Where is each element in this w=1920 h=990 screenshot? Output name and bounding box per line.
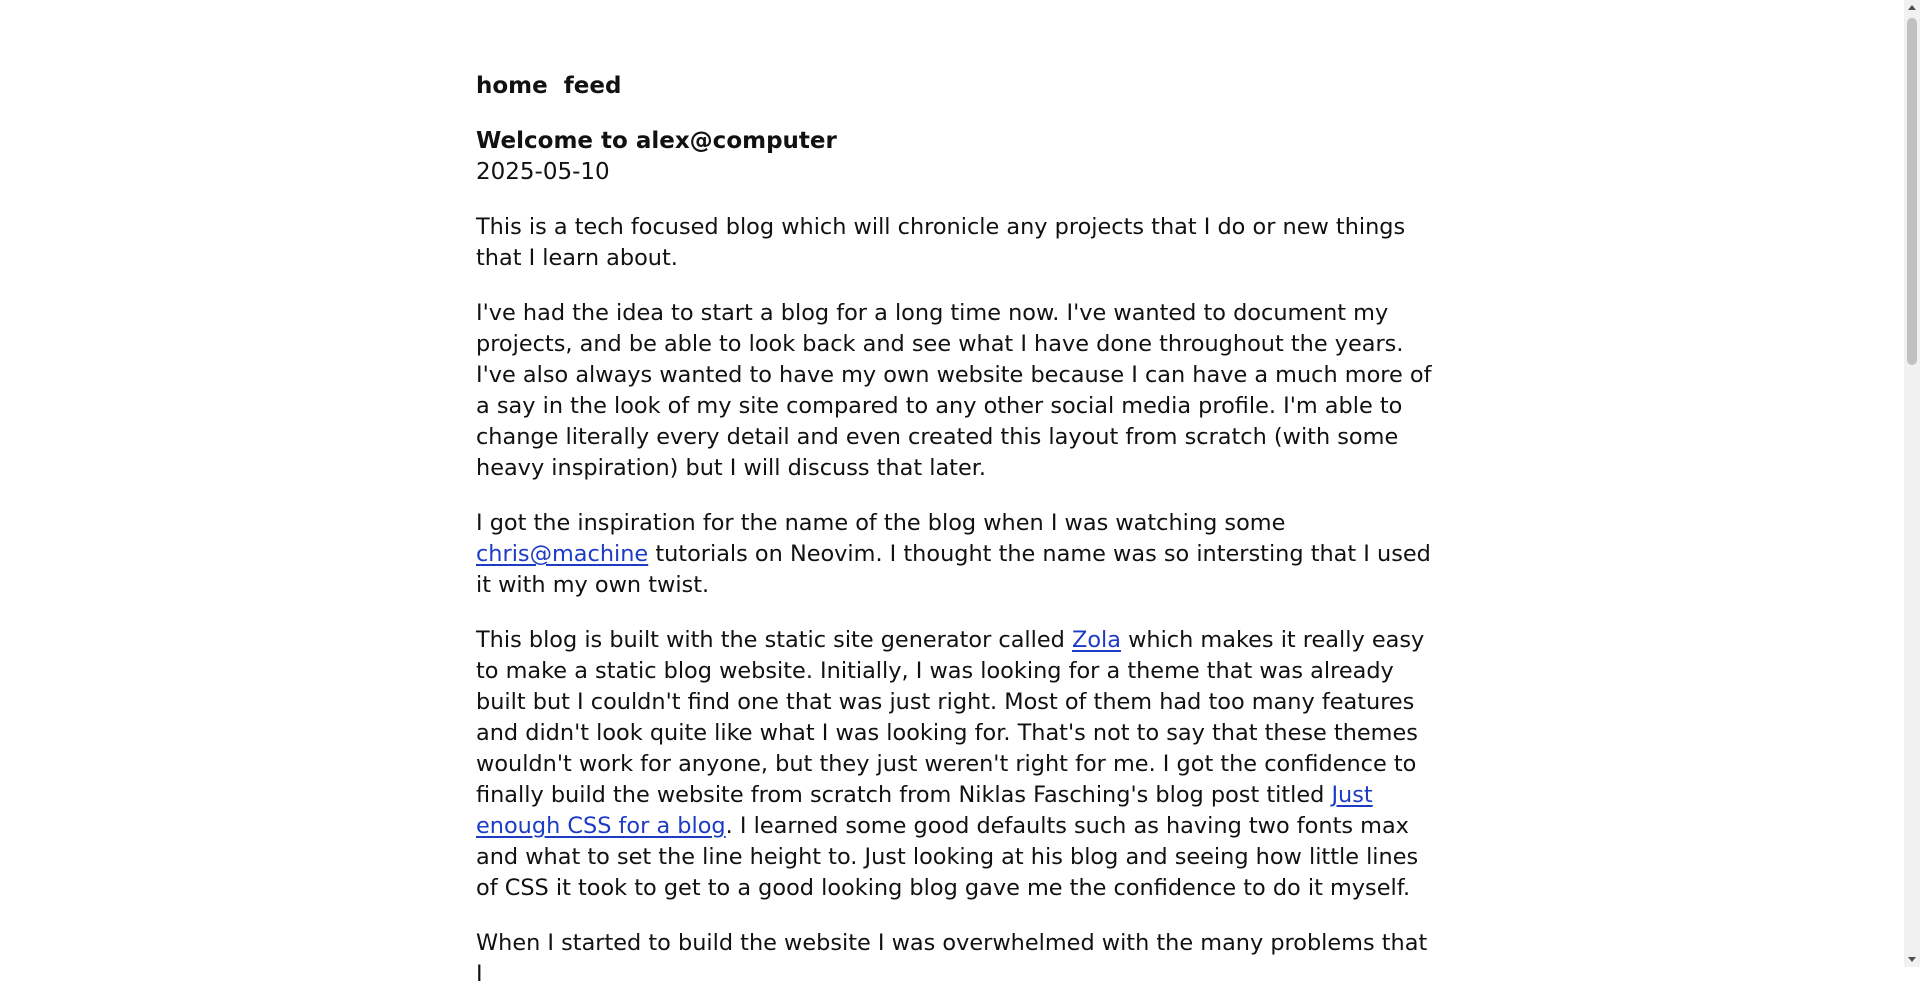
just-enough-css-link[interactable]: Just enough CSS for a blog <box>476 782 1373 839</box>
paragraph-text: tutorials on Neovim. I thought the name was so intersting that I used it with my own twist. <box>476 541 1431 598</box>
post-paragraph-4 <box>476 625 1432 904</box>
post-paragraph-2: I've had the idea to start a blog for a long time now. I've wanted to document my projects, and be able to look back and see what I have done throughout the years. I've also always wanted to have my own website because I can have a much more of a say in the look of my site compared to any other social media profile. I'm able to change literally every detail and even created this layout from scratch (with some heavy inspiration) but I will discuss that later. <box>476 300 1432 481</box>
scroll-up-arrow-icon[interactable] <box>1908 5 1916 10</box>
chris-machine-link[interactable]: chris@machine <box>476 541 649 567</box>
post-date: 2025-05-10 <box>476 159 610 185</box>
paragraph-text: I got the inspiration for the name of the blog when I was watching some <box>476 510 1286 536</box>
site-nav <box>476 71 1432 102</box>
post-title: Welcome to alex@computer <box>476 128 837 154</box>
vertical-scrollbar[interactable] <box>1904 0 1920 967</box>
blog-post <box>476 126 1432 990</box>
post-paragraph-5: When I started to build the website I was overwhelmed with the many problems that I <box>476 930 1428 987</box>
scrollbar-thumb[interactable] <box>1907 18 1917 365</box>
nav-home-link[interactable]: home <box>476 73 548 99</box>
zola-link[interactable]: Zola <box>1071 627 1121 653</box>
page-content <box>476 0 1432 987</box>
paragraph-text: which makes it really easy to make a static blog website. Initially, I was looking for a theme that was already built but I couldn't find one that was just right. Most of them had too many features and didn't look quite like what I was looking for. That's not to say that these themes wouldn't work for anyone, but they just weren't right for me. I got the confidence to finally build the website from scratch from Niklas Fasching's blog post titled <box>476 627 1425 808</box>
scroll-down-arrow-icon[interactable] <box>1908 957 1916 962</box>
paragraph-text: . I learned some good defaults such as having two fonts max and what to set the line height to. Just looking at his blog and seeing how little lines of CSS it took to get to a good looking blog gave me the confidence to do it myself. <box>476 813 1419 901</box>
post-paragraph-3 <box>476 508 1432 601</box>
paragraph-text: This blog is built with the static site generator called <box>476 627 1072 653</box>
post-paragraph-1: This is a tech focused blog which will chronicle any projects that I do or new things that I learn about. <box>476 214 1406 271</box>
nav-feed-link[interactable]: feed <box>563 73 622 99</box>
